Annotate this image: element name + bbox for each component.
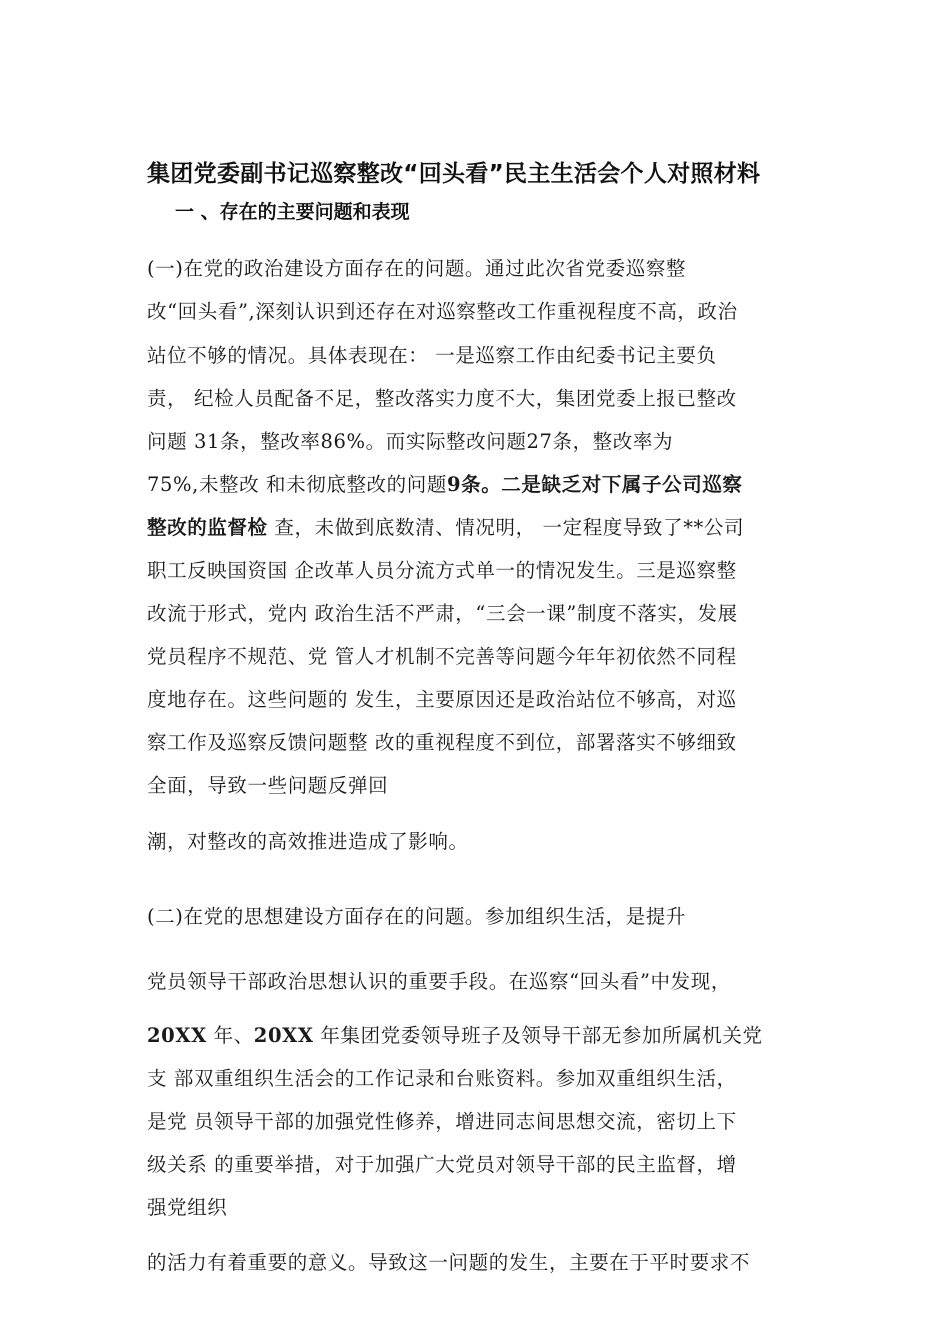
paragraph2-line: 党员领导干部政治思想认识的重要手段。在巡察“回头看”中发现，	[147, 970, 731, 993]
paragraph1-bold-text: 9条。二是缺乏对下属子公司巡察	[446, 473, 743, 496]
paragraph1-line	[147, 469, 743, 497]
paragraph2-line: 的活力有着重要的意义。导致这一问题的发生，主要在于平时要求不	[147, 1251, 751, 1274]
paragraph1-bold-text: 整改的监督检	[147, 516, 268, 539]
paragraph1-line: 站位不够的情况。具体表现在： 一是巡察工作由纪委书记主要负	[147, 344, 717, 367]
paragraph1-line: 度地存在。这些问题的 发生，主要原因还是政治站位不够高，对巡	[147, 688, 737, 711]
paragraph1-line: 察工作及巡察反馈问题整 改的重视程度不到位，部署落实不够细致	[147, 731, 737, 754]
year-text: 20XX	[253, 1024, 314, 1047]
paragraph1-line: 职工反映国资国 企改革人员分流方式单一的情况发生。三是巡察整	[147, 559, 737, 582]
paragraph2-text: 年、	[206, 1024, 254, 1047]
paragraph2-line: 是党 员领导干部的加强党性修养，增进同志间思想交流，密切上下	[147, 1110, 737, 1133]
section-heading: 一 、存在的主要问题和表现	[175, 201, 410, 223]
paragraph2-line: 级关系 的重要举措，对于加强广大党员对领导干部的民主监督，增	[147, 1153, 737, 1176]
paragraph1-line: 改“回头看”,深刻认识到还存在对巡察整改工作重视程度不高，政治	[147, 300, 738, 323]
paragraph2-line: 支 部双重组织生活会的工作记录和台账资料。参加双重组织生活，	[147, 1067, 737, 1090]
paragraph1-text: 75%,未整改 和未彻底整改的问题	[147, 473, 447, 496]
document-title: 集团党委副书记巡察整改“回头看”民主生活会个人对照材料	[147, 161, 761, 187]
paragraph1-line: 全面，导致一些问题反弹回	[147, 774, 389, 797]
year-text: 20XX	[147, 1024, 207, 1047]
paragraph1-line: 责， 纪检人员配备不足，整改落实力度不大，集团党委上报已整改	[147, 387, 737, 410]
paragraph2-line: (二)在党的思想建设方面存在的问题。参加组织生活，是提升	[147, 905, 687, 928]
paragraph1-text: 查，未做到底数清、情况明， 一定程度导致了**公司	[267, 516, 745, 539]
paragraph2-text: 年集团党委领导班子及领导干部无参加所属机关党	[313, 1024, 763, 1047]
paragraph1-line: 改流于形式，党内 政治生活不严肃，“三会一课”制度不落实，发展	[147, 602, 738, 625]
paragraph1-line	[147, 512, 744, 540]
paragraph1-line: 党员程序不规范、党 管人才机制不完善等问题今年年初依然不同程	[147, 645, 737, 668]
paragraph2-line: 强党组织	[147, 1196, 228, 1219]
paragraph2-line	[147, 1020, 763, 1048]
paragraph1-line: 问题 31条，整改率86%。而实际整改问题27条，整改率为	[147, 430, 674, 453]
paragraph1-line: (一)在党的政治建设方面存在的问题。通过此次省党委巡察整	[147, 257, 687, 280]
paragraph1-line: 潮，对整改的高效推进造成了影响。	[147, 830, 469, 853]
